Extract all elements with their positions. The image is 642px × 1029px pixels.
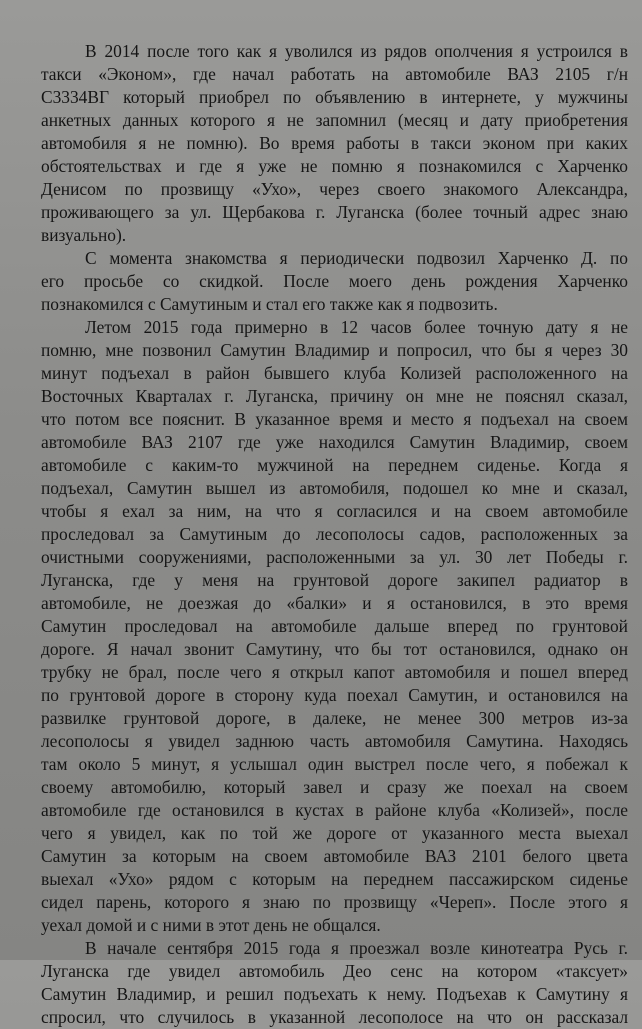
text-line: Денисом по прозвищу «Ухо», через своего знакомого Александра, xyxy=(41,179,628,199)
text-line: лесополосы я увидел заднюю часть автомобиля Самутина. Находясь xyxy=(41,731,628,751)
text-line: Луганска, где у меня на грунтовой дороге закипел радиатор в xyxy=(41,570,628,590)
text-line: С3334ВГ который приобрел по объявлению в интернете, у мужчины xyxy=(41,87,628,107)
text-line: уехал домой и с ними в этот день не общался. xyxy=(41,915,381,935)
paragraph-1 xyxy=(41,40,628,247)
text-line: минут подъехал в район бывшего клуба Колизей расположенного на xyxy=(41,363,628,383)
text-line: развилке грунтовой дороге, в далеке, не менее 300 метров из-за xyxy=(41,708,628,728)
text-line: подъехал, Самутин вышел из автомобиля, подошел ко мне и сказал, xyxy=(41,478,628,498)
text-line: что потом все пояснит. В указанное время и место я подъехал на своем xyxy=(41,409,628,429)
text-line: по грунтовой дороге в сторону куда поехал Самутин, и остановился на xyxy=(41,685,628,705)
text-line: Самутин за которым на своем автомобиле ВАЗ 2101 белого цвета xyxy=(41,846,628,866)
text-line: чтобы я ехал за ним, на что я согласился и на своем автомобиле xyxy=(41,501,628,521)
text-line: автомобиля я не помню). Во время работы в такси эконом при каких xyxy=(41,133,628,153)
text-line: автомобиле с каким-то мужчиной на переднем сиденье. Когда я xyxy=(41,455,628,475)
text-line: анкетных данных которого я не запомнил (месяц и дату приобретения xyxy=(41,110,628,130)
text-line: В 2014 после того как я уволился из рядов ополчения я устроился в xyxy=(85,41,628,61)
text-line: визуально). xyxy=(41,225,127,245)
text-line: трубку не брал, после чего я открыл капот автомобиля и пошел вперед xyxy=(41,662,628,682)
text-line: очистными сооружениями, расположенными за ул. 30 лет Победы г. xyxy=(41,547,628,567)
text-line: познакомился с Самутиным и стал его также как я подвозить. xyxy=(41,294,498,314)
text-line: Восточных Кварталах г. Луганска, причину он мне не пояснял сказал, xyxy=(41,386,628,406)
text-line: проживающего за ул. Щербакова г. Луганска (более точный адрес знаю xyxy=(41,202,628,222)
text-line: В начале сентября 2015 года я проезжал возле кинотеатра Русь г. xyxy=(85,938,628,958)
paragraph-4 xyxy=(41,937,628,1029)
text-line: дороге. Я начал звонит Самутину, что бы тот остановился, однако он xyxy=(41,639,628,659)
text-line: С момента знакомства я периодически подвозил Харченко Д. по xyxy=(85,248,628,268)
text-line: своему автомобилю, который завел и сразу же поехал на своем xyxy=(41,777,628,797)
text-line: помню, мне позвонил Самутин Владимир и попросил, что бы я через 30 xyxy=(41,340,628,360)
text-line: Самутин проследовал на автомобиле дальше вперед по грунтовой xyxy=(41,616,628,636)
paragraph-2 xyxy=(41,247,628,316)
text-line: там около 5 минут, я услышал один выстрел после чего, я побежал к xyxy=(41,754,628,774)
text-line: Самутин Владимир, и решил подъехать к нему. Подъехав к Самутину я xyxy=(41,984,628,1004)
text-line: выехал «Ухо» рядом с которым на переднем пассажирском сиденье xyxy=(41,869,628,889)
text-line: автомобиле где остановился в кустах в районе клуба «Колизей», после xyxy=(41,800,628,820)
text-line: обстоятельствах и где я уже не помню я познакомился с Харченко xyxy=(41,156,628,176)
text-line: такси «Эконом», где начал работать на автомобиле ВАЗ 2105 г/н xyxy=(41,64,628,84)
paragraph-3 xyxy=(41,316,628,937)
text-line: его просьбе со скидкой. После моего день рождения Харченко xyxy=(41,271,628,291)
text-line: Летом 2015 года примерно в 12 часов более точную дату я не xyxy=(85,317,628,337)
text-line: автомобиле, не доезжая до «балки» и я остановился, в это время xyxy=(41,593,628,613)
text-line: Луганска где увидел автомобиль Део сенс на котором «таксует» xyxy=(41,961,628,981)
text-line: сидел парень, которого я знаю по прозвищу «Череп». После этого я xyxy=(41,892,628,912)
text-line: спросил, что случилось в указанной лесополосе на что он рассказал xyxy=(41,1007,628,1027)
text-line: чего я увидел, как по той же дороге от указанного места выехал xyxy=(41,823,628,843)
text-line: автомобиле ВАЗ 2107 где уже находился Самутин Владимир, своем xyxy=(41,432,628,452)
text-line: проследовал за Самутиным до лесополосы садов, расположенных за xyxy=(41,524,628,544)
